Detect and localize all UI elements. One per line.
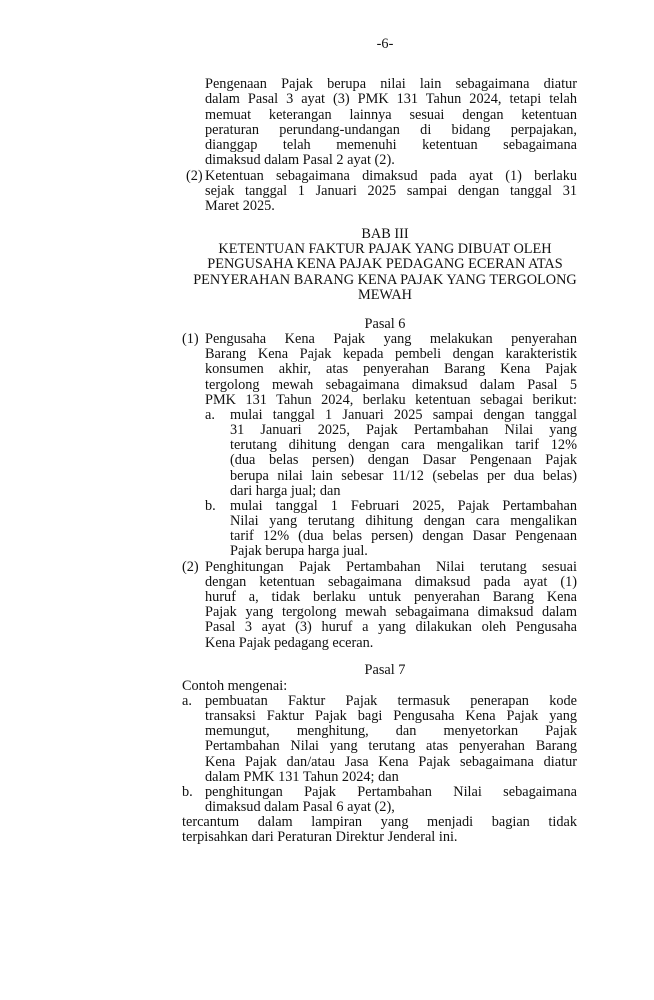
text-line: terutang dihitung dengan cara mengalikan tarif 12% bbox=[230, 437, 577, 453]
text-line: Contoh mengenai: bbox=[182, 678, 288, 694]
text-line: dari harga jual; dan bbox=[230, 483, 341, 499]
text-line: dimaksud dalam Pasal 2 ayat (2). bbox=[205, 152, 395, 168]
text-line: dianggap telah memenuhi ketentuan sebagaimana bbox=[205, 137, 577, 153]
text-line: (dua belas persen) dengan Dasar Pengenaan Pajak bbox=[230, 452, 577, 468]
text-line: Pajak yang tergolong mewah sebagaimana dimaksud dalam bbox=[205, 604, 577, 620]
text-line: Pasal 3 ayat (3) huruf a yang dilakukan oleh Pengusaha bbox=[205, 619, 577, 635]
chapter-title-line: PENGUSAHA KENA PAJAK PEDAGANG ECERAN ATAS bbox=[207, 256, 563, 272]
text-line: peraturan perundang-undangan di bidang perpajakan, bbox=[205, 122, 577, 138]
chapter-number: BAB III bbox=[361, 226, 409, 242]
text-line: tercantum dalam lampiran yang menjadi bagian tidak bbox=[182, 814, 577, 830]
text-line: Penghitungan Pajak Pertambahan Nilai terutang sesuai bbox=[205, 559, 577, 575]
text-line: Maret 2025. bbox=[205, 198, 275, 214]
item-label: a. bbox=[182, 693, 192, 709]
ayat-label: (1) bbox=[182, 331, 199, 347]
chapter-title-line: KETENTUAN FAKTUR PAJAK YANG DIBUAT OLEH bbox=[218, 241, 552, 257]
text-line: Pajak berupa harga jual. bbox=[230, 543, 368, 559]
text-line: dalam PMK 131 Tahun 2024; dan bbox=[205, 769, 399, 785]
ayat-label: (2) bbox=[186, 168, 203, 184]
text-line: Pertambahan Nilai yang terutang atas penyerahan Barang bbox=[205, 738, 577, 754]
text-line: konsumen akhir, atas penyerahan Barang Kena Pajak bbox=[205, 361, 577, 377]
page-number: -6- bbox=[376, 36, 394, 52]
text-line: memuat keterangan lainnya sesuai dengan ketentuan bbox=[205, 107, 577, 123]
item-label: a. bbox=[205, 407, 215, 423]
item-label: b. bbox=[205, 498, 216, 514]
text-line: transaksi Faktur Pajak bagi Pengusaha Kena Pajak yang bbox=[205, 708, 577, 724]
text-line: penghitungan Pajak Pertambahan Nilai sebagaimana bbox=[205, 784, 577, 800]
text-line: Ketentuan sebagaimana dimaksud pada ayat (1) berlaku bbox=[205, 168, 577, 184]
text-line: memungut, menghitung, dan menyetorkan Pajak bbox=[205, 723, 577, 739]
text-line: mulai tanggal 1 Februari 2025, Pajak Pertambahan bbox=[230, 498, 577, 514]
text-line: dimaksud dalam Pasal 6 ayat (2), bbox=[205, 799, 395, 815]
text-line: dengan ketentuan sebagaimana dimaksud pada ayat (1) bbox=[205, 574, 577, 590]
text-line: tergolong mewah sebagaimana dimaksud dalam Pasal 5 bbox=[205, 377, 577, 393]
text-line: 31 Januari 2025, Pajak Pertambahan Nilai yang bbox=[230, 422, 577, 438]
text-line: Nilai yang terutang dihitung dengan cara mengalikan bbox=[230, 513, 577, 529]
text-line: mulai tanggal 1 Januari 2025 sampai dengan tanggal bbox=[230, 407, 577, 423]
chapter-title-line: MEWAH bbox=[357, 287, 412, 303]
text-line: huruf a, tidak berlaku untuk penyerahan Barang Kena bbox=[205, 589, 577, 605]
text-line: PMK 131 Tahun 2024, berlaku ketentuan sebagai berikut: bbox=[205, 392, 577, 408]
item-label: b. bbox=[182, 784, 193, 800]
text-line: Barang Kena Pajak kepada pembeli dengan karakteristik bbox=[205, 346, 577, 362]
text-line: sejak tanggal 1 Januari 2025 sampai dengan tanggal 31 bbox=[205, 183, 577, 199]
ayat-label: (2) bbox=[182, 559, 199, 575]
text-line: berupa nilai lain sebesar 11/12 (sebelas per dua belas) bbox=[230, 468, 577, 484]
text-line: tarif 12% (dua belas persen) dengan Dasar Pengenaan bbox=[230, 528, 577, 544]
text-line: dalam Pasal 3 ayat (3) PMK 131 Tahun 2024, tetapi telah bbox=[205, 91, 577, 107]
text-line: Kena Pajak dan/atau Jasa Kena Pajak sebagaimana diatur bbox=[205, 754, 577, 770]
text-line: Pengusaha Kena Pajak yang melakukan penyerahan bbox=[205, 331, 577, 347]
text-line: terpisahkan dari Peraturan Direktur Jenderal ini. bbox=[182, 829, 458, 845]
text-line: Kena Pajak pedagang eceran. bbox=[205, 635, 374, 651]
article-title: Pasal 6 bbox=[364, 316, 406, 332]
text-line: Pengenaan Pajak berupa nilai lain sebagaimana diatur bbox=[205, 76, 577, 92]
chapter-title-line: PENYERAHAN BARANG KENA PAJAK YANG TERGOLONG bbox=[193, 272, 577, 288]
text-line: pembuatan Faktur Pajak termasuk penerapan kode bbox=[205, 693, 577, 709]
article-title: Pasal 7 bbox=[364, 662, 406, 678]
